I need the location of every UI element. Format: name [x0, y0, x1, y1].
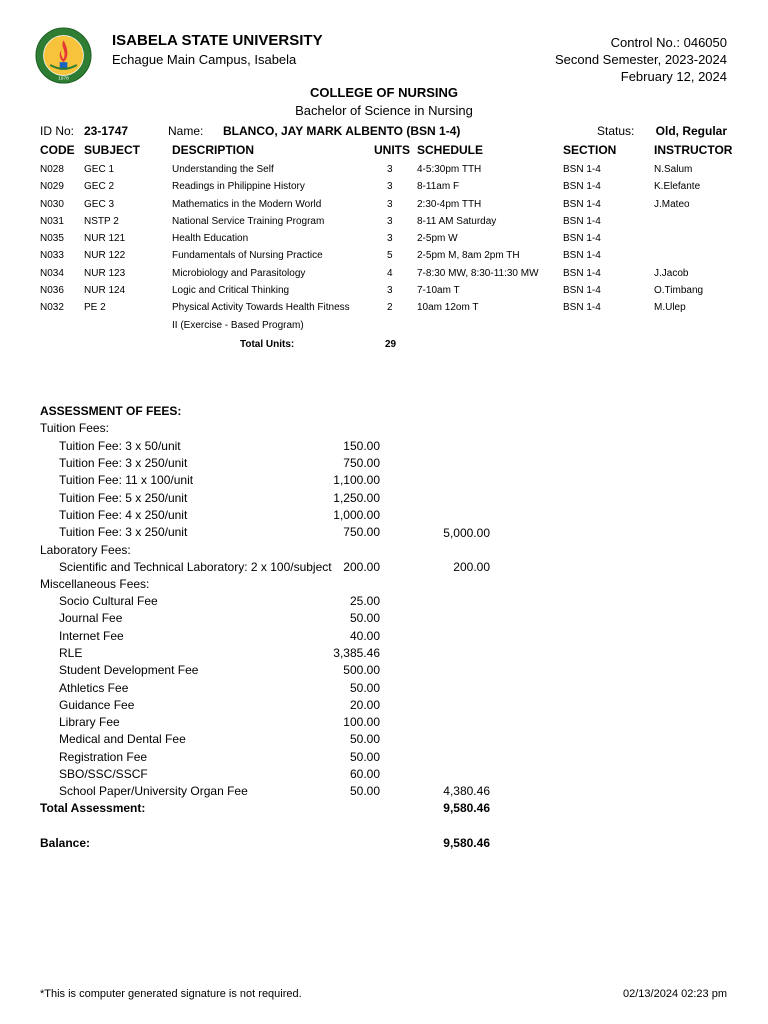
course-cell-instructor: J.Mateo — [654, 198, 690, 210]
course-cell-units: 4 — [387, 267, 393, 279]
course-cell-description: Logic and Critical Thinking — [172, 284, 290, 296]
course-cell-section: BSN 1-4 — [563, 267, 601, 279]
fee-amount: 50.00 — [349, 732, 380, 747]
university-name: ISABELA STATE UNIVERSITY — [112, 32, 323, 49]
fee-amount: 40.00 — [349, 628, 380, 643]
course-cell-instructor: M.Ulep — [654, 302, 686, 313]
course-cell-units: 3 — [387, 164, 393, 175]
course-cell-schedule: 8-11 AM Saturday — [417, 215, 497, 227]
fee-label: Tuition Fee: 3 x 50/unit — [59, 439, 181, 453]
fee-label: Tuition Fee: 5 x 250/unit — [59, 490, 188, 505]
logo-year: 1978 — [58, 76, 69, 82]
course-cell-instructor: K.Elefante — [654, 181, 701, 193]
col-header-instructor: INSTRUCTOR — [654, 143, 733, 157]
course-cell-schedule: 8-11am F — [417, 181, 460, 193]
col-header-code: CODE — [40, 143, 75, 157]
fee-label: Student Development Fee — [59, 663, 199, 678]
course-cell-code: N031 — [40, 215, 64, 227]
course-cell-units: 2 — [387, 302, 393, 313]
course-cell-description: Physical Activity Towards Health Fitness — [172, 302, 350, 313]
course-cell-description: Understanding the Self — [172, 164, 274, 175]
fee-amount: 200.00 — [343, 560, 380, 574]
program-name: Bachelor of Science in Nursing — [295, 103, 473, 118]
course-cell-schedule: 2-5pm M, 8am 2pm TH — [417, 250, 520, 262]
fee-label: Registration Fee — [59, 749, 148, 764]
course-cell-section: BSN 1-4 — [563, 233, 601, 244]
col-header-description: DESCRIPTION — [172, 143, 255, 157]
total-assessment-label: Total Assessment: — [40, 801, 146, 815]
balance-value: 9,580.46 — [443, 836, 490, 850]
course-cell-subject: NSTP 2 — [84, 215, 119, 227]
footer-timestamp: 02/13/2024 02:23 pm — [623, 988, 727, 1000]
course-cell-section: BSN 1-4 — [563, 198, 601, 210]
fee-label: Tuition Fee: 4 x 250/unit — [59, 507, 188, 522]
course-cell-schedule: 10am 12om T — [417, 302, 479, 313]
fee-label: Tuition Fee: 3 x 250/unit — [59, 525, 188, 539]
campus-name: Echague Main Campus, Isabela — [112, 52, 297, 67]
fee-amount: 25.00 — [349, 594, 380, 608]
course-cell-code: N028 — [40, 164, 64, 175]
footer-note: *This is computer generated signature is not required. — [40, 988, 302, 1000]
fee-label: SBO/SSC/SSCF — [59, 767, 148, 781]
fee-label: School Paper/University Organ Fee — [59, 784, 248, 799]
course-cell-units: 3 — [387, 181, 393, 193]
course-cell-units: 3 — [387, 284, 393, 296]
document-date: February 12, 2024 — [620, 69, 727, 84]
fee-label: Medical and Dental Fee — [59, 732, 186, 747]
course-cell-units: 3 — [387, 233, 393, 244]
college-name: COLLEGE OF NURSING — [309, 85, 459, 100]
university-seal-logo — [35, 27, 92, 84]
course-cell-schedule: 4-5:30pm TTH — [417, 164, 482, 175]
course-cell-schedule: 2-5pm W — [417, 233, 458, 244]
course-cell-subject: GEC 3 — [84, 198, 115, 210]
course-cell-section: BSN 1-4 — [563, 164, 601, 175]
control-number: Control No.: 046050 — [610, 35, 727, 50]
semester: Second Semester, 2023-2024 — [554, 52, 727, 67]
course-cell-schedule: 2:30-4pm TTH — [417, 198, 482, 210]
id-value: 23-1747 — [84, 124, 129, 138]
fee-amount: 1,100.00 — [333, 473, 380, 488]
fee-label: RLE — [59, 645, 83, 660]
fee-amount: 50.00 — [349, 680, 380, 695]
course-cell-description: Microbiology and Parasitology — [172, 267, 306, 279]
fee-amount: 750.00 — [343, 456, 380, 471]
course-cell-code: N034 — [40, 267, 64, 279]
col-header-subject: SUBJECT — [84, 143, 141, 157]
balance-label: Balance: — [40, 836, 91, 850]
fee-label: Library Fee — [59, 715, 120, 730]
course-cell-subject: NUR 123 — [84, 267, 126, 279]
laboratory-fees-label: Laboratory Fees: — [40, 543, 131, 557]
course-cell-instructor: J.Jacob — [654, 267, 689, 279]
miscellaneous-fees-label: Miscellaneous Fees: — [40, 577, 150, 591]
fee-label: Athletics Fee — [59, 680, 129, 695]
fee-amount: 100.00 — [343, 715, 380, 730]
name-label: Name: — [168, 124, 204, 138]
total-assessment-value: 9,580.46 — [443, 801, 490, 815]
total-units-label: Total Units: — [240, 339, 295, 350]
assessment-title: ASSESSMENT OF FEES: — [40, 404, 182, 418]
course-cell-description: National Service Training Program — [172, 215, 325, 227]
course-cell-section: BSN 1-4 — [563, 215, 601, 227]
fee-label: Tuition Fee: 11 x 100/unit — [59, 473, 194, 488]
fee-label: Internet Fee — [59, 628, 124, 643]
course-cell-subject: NUR 122 — [84, 250, 126, 262]
course-cell-subject: NUR 124 — [84, 284, 126, 296]
description-continuation: II (Exercise - Based Program) — [172, 320, 304, 331]
fee-label: Socio Cultural Fee — [59, 594, 158, 608]
misc-subtotal: 4,380.46 — [443, 784, 490, 798]
fee-amount: 1,250.00 — [333, 490, 380, 505]
course-cell-description: Mathematics in the Modern World — [172, 198, 322, 210]
course-cell-code: N030 — [40, 198, 64, 210]
fee-label: Guidance Fee — [59, 697, 135, 712]
fee-amount: 500.00 — [343, 663, 380, 678]
fee-amount: 3,385.46 — [333, 645, 380, 660]
fee-label: Journal Fee — [59, 611, 123, 626]
status-label: Status: — [597, 124, 635, 138]
fee-amount: 150.00 — [343, 439, 380, 453]
status-value: Old, Regular — [655, 124, 727, 138]
course-cell-subject: GEC 2 — [84, 181, 115, 193]
fee-amount: 50.00 — [349, 784, 380, 799]
fee-amount: 20.00 — [349, 697, 380, 712]
course-cell-schedule: 7-10am T — [417, 284, 460, 296]
course-cell-units: 3 — [387, 198, 393, 210]
total-units-value: 29 — [385, 339, 397, 350]
fee-label: Tuition Fee: 3 x 250/unit — [59, 456, 188, 471]
course-cell-subject: PE 2 — [84, 302, 106, 313]
course-cell-description: Health Education — [172, 233, 249, 244]
fee-amount: 50.00 — [349, 611, 380, 626]
col-header-schedule: SCHEDULE — [417, 143, 484, 157]
course-cell-section: BSN 1-4 — [563, 250, 601, 262]
course-cell-section: BSN 1-4 — [563, 181, 601, 193]
fee-label: Scientific and Technical Laboratory: 2 x 100/subject — [59, 560, 332, 574]
student-name: BLANCO, JAY MARK ALBENTO (BSN 1-4) — [223, 124, 461, 138]
course-cell-section: BSN 1-4 — [563, 284, 601, 296]
fee-amount: 750.00 — [343, 525, 380, 539]
course-cell-code: N032 — [40, 302, 64, 313]
tuition-subtotal: 5,000.00 — [443, 526, 490, 540]
course-cell-code: N033 — [40, 250, 64, 262]
course-cell-units: 5 — [387, 250, 393, 262]
course-cell-instructor: O.Timbang — [654, 284, 704, 296]
col-header-section: SECTION — [563, 143, 617, 157]
course-cell-description: Fundamentals of Nursing Practice — [172, 250, 323, 262]
course-cell-subject: NUR 121 — [84, 233, 126, 244]
lab-subtotal: 200.00 — [453, 560, 490, 574]
col-header-units: UNITS — [374, 143, 410, 157]
tuition-fees-label: Tuition Fees: — [40, 421, 109, 435]
course-cell-section: BSN 1-4 — [563, 302, 601, 313]
fee-amount: 60.00 — [349, 767, 380, 781]
course-cell-units: 3 — [387, 215, 393, 227]
course-cell-description: Readings in Philippine History — [172, 181, 305, 193]
fee-amount: 50.00 — [349, 749, 380, 764]
course-cell-subject: GEC 1 — [84, 164, 115, 175]
id-label: ID No: — [40, 124, 75, 138]
course-cell-schedule: 7-8:30 MW, 8:30-11:30 MW — [417, 267, 539, 279]
course-cell-code: N035 — [40, 233, 64, 244]
course-cell-code: N036 — [40, 284, 64, 296]
course-cell-code: N029 — [40, 181, 64, 193]
course-cell-instructor: N.Salum — [654, 164, 693, 175]
fee-amount: 1,000.00 — [333, 507, 380, 522]
